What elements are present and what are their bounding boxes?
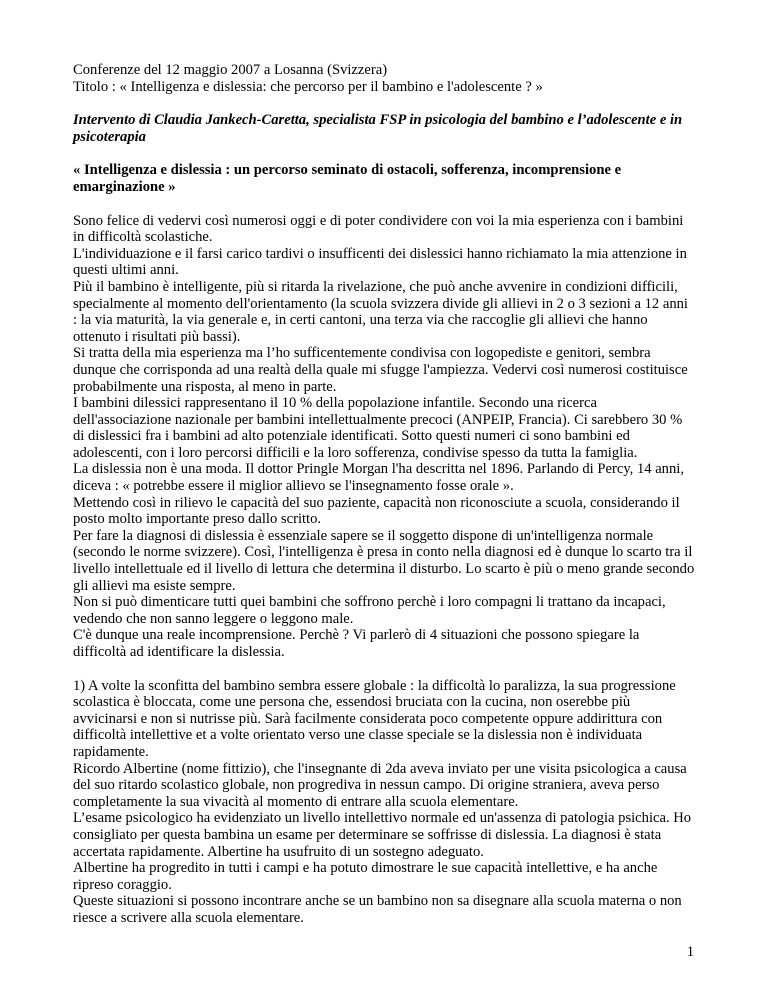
paragraph: Mettendo così in rilievo le capacità del suo paziente, capacità non riconosciute a scuola, considerando il posto molto importante preso dallo scritto. bbox=[73, 494, 680, 528]
paragraph: Sono felice di vedervi così numerosi oggi e di poter condividere con voi la mia esperienza con i bambini in difficoltà scolastiche. bbox=[73, 212, 684, 246]
paragraph: Per fare la diagnosi di dislessia è essenziale sapere se il soggetto dispone di un'intelligenza normale (secondo le norme svizzere). Così, l'intelligenza è presa in conto nella diagnosi ed è dunque lo scarto tra il livello intellettuale ed il livello di lettura che determina il disturbo. Lo scarto è più o meno grande secondo gli allievi ma esiste sempre. bbox=[73, 527, 695, 594]
paragraph: Queste situazioni si possono incontrare anche se un bambino non sa disegnare alla scuola materna o non riesce a scrivere alla scuola elementare. bbox=[73, 893, 682, 926]
page-number: 1 bbox=[686, 944, 694, 960]
conference-line: Conferenze del 12 maggio 2007 a Losanna (Svizzera) bbox=[73, 62, 388, 78]
paragraph: 1) A volte la sconfitta del bambino sembra essere globale : la difficoltà lo paralizza, la sua progressione scolastica è bloccata, come une persona che, essendosi bruciata con la cucina, non oserebbe più avvicinarsi e non si nutrisse più. Sarà facilmente considerata poco competente oppure addirittura con difficoltà intellettive et a volte orientato verso une classe speciale se la dislessia non è individuata rapidamente. bbox=[73, 677, 676, 760]
conference-header bbox=[73, 62, 695, 95]
document-page bbox=[73, 62, 695, 927]
paragraph: Non si può dimenticare tutti quei bambini che soffrono perchè i loro compagni li trattano da incapaci, vedendo che non sanno leggere o leggono male. bbox=[73, 594, 666, 627]
situation-one bbox=[73, 678, 695, 927]
paragraph: I bambini dilessici rappresentano il 10 % della popolazione infantile. Secondo una ricerca dell'associazione nazionale per bambini intellettualmente precoci (ANPEIP, Francia). Ci sarebbero 30 % di dislessici fra i bambini ad alto potenziale identificati. Sotto questi numeri ci sono bambini ed adolescenti, con i loro percorsi difficili e la loro sofferenza, condivise spesso da tutta la famiglia. bbox=[73, 395, 683, 461]
paragraph: C'è dunque una reale incomprensione. Perchè ? Vi parlerò di 4 situazioni che possono spiegare la difficoltà ad identificare la dislessia. bbox=[73, 627, 640, 660]
author-line: Intervento di Claudia Jankech-Caretta, specialista FSP in psicologia del bambino e l’adolescente e in psicoterapia bbox=[73, 112, 683, 145]
paragraph: Ricordo Albertine (nome fittizio), che l'insegnante di 2da aveva inviato per une visita psicologica a causa del suo ritardo scolastico globale, non progrediva in nessun campo. Di origine straniera, aveva perso completamente la sua vivacità al momento di entrare alla scuola elementare. bbox=[73, 760, 687, 810]
paragraph: L’esame psicologico ha evidenziato un livello intellettivo normale ed un'assenza di patologia psichica. Ho consigliato per questa bambina un esame per determinare se soffrisse di dislessia. La diagnosi è stata accertata rapidamente. Albertine ha usufruito di un sostegno adeguato. bbox=[73, 810, 692, 860]
paragraph: L'individuazione e il farsi carico tardivi o insufficenti dei dislessici hanno richiamato la mia attenzione in questi ultimi anni. bbox=[73, 245, 687, 279]
title-line: Titolo : « Intelligenza e dislessia: che percorso per il bambino e l'adolescente ? » bbox=[73, 78, 543, 95]
paragraph: La dislessia non è una moda. Il dottor Pringle Morgan l'ha descritta nel 1896. Parlando di Percy, 14 anni, diceva : « potrebbe essere il miglior allievo se l'insegnamento fosse orale ». bbox=[73, 461, 684, 495]
talk-title: « Intelligenza e dislessia : un percorso seminato di ostacoli, sofferenza, incomprensione e emarginazione » bbox=[73, 162, 622, 195]
paragraph: Si tratta della mia esperienza ma l’ho sufficentemente condivisa con logopediste e genitori, sembra dunque che corrisponda ad una realtà della quale mi sfugge l'ampiezza. Vedervi così numerosi costituisce probabilmente una risposta, al meno in parte. bbox=[73, 345, 688, 395]
paragraph: Albertine ha progredito in tutti i campi e ha potuto dimostrare le sue capacità intellettive, e ha anche ripreso coraggio. bbox=[73, 860, 658, 893]
intro-paragraphs bbox=[73, 213, 695, 661]
paragraph: Più il bambino è intelligente, più si ritarda la rivelazione, che può anche avvenire in condizioni difficili, specialmente al momento dell'orientamento (la scuola svizzera divide gli allievi in 2 o 3 sezioni a 12 anni : la via maturità, la via generale e, in certi cantoni, una terza via che raccoglie gli allievi che hanno ottenuto i risultati più bassi). bbox=[73, 278, 688, 345]
